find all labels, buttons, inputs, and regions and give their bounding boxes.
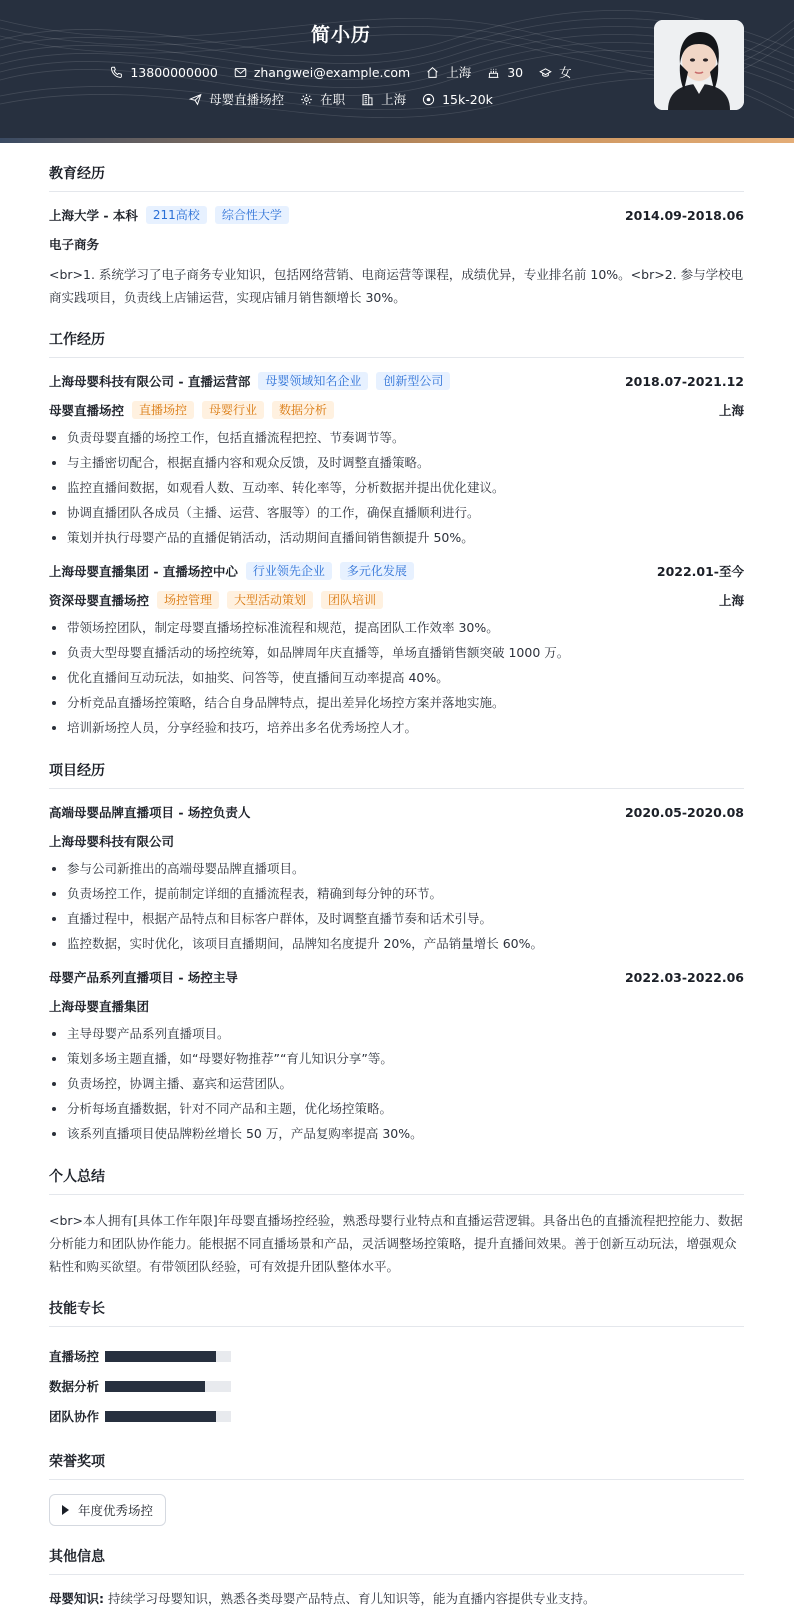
section-title-project: 项目经历 [49, 760, 744, 789]
list-item: • 优化直播间互动玩法，如抽奖、问答等，使直播间互动率提高 40%。 [67, 665, 744, 690]
list-item: • 策划多场主题直播，如“母婴好物推荐”“育儿知识分享”等。 [67, 1046, 744, 1071]
gender-text: 女 [559, 65, 572, 80]
list-item: • 监控数据，实时优化，该项目直播期间，品牌知名度提升 20%，产品销量增长 60%。 [67, 931, 744, 956]
section-title-awards: 荣誉奖项 [49, 1451, 744, 1480]
skill-item [49, 1371, 397, 1401]
list-item: • 分析每场直播数据，针对不同产品和主题，优化场控策略。 [67, 1096, 744, 1121]
list-item: • 负责母婴直播的场控工作，包括直播流程把控、节奏调节等。 [67, 425, 744, 450]
work-skill-tag: 数据分析 [272, 401, 334, 419]
skill-item [49, 1401, 397, 1431]
work-company-group [49, 372, 450, 390]
salary-icon [422, 93, 435, 106]
section-title-work: 工作经历 [49, 329, 744, 358]
work-entry [49, 372, 744, 550]
work-position-group [49, 591, 383, 609]
skill-bar [105, 1381, 231, 1392]
contact-email [234, 65, 410, 80]
caret-right-icon [62, 1505, 69, 1515]
work-company-group [49, 562, 414, 580]
mail-icon [234, 66, 247, 79]
award-item[interactable] [49, 1494, 166, 1526]
other-info-text: 持续学习母婴知识，熟悉各类母婴产品特点、育儿知识等，能为直播内容提供专业支持。 [107, 1591, 596, 1606]
work-header-row [49, 562, 744, 580]
skill-item [49, 1341, 397, 1371]
education-school-group [49, 206, 289, 224]
list-item: • 培训新场控人员，分享经验和技巧，培养出多名优秀场控人才。 [67, 715, 744, 740]
project-title: 高端母婴品牌直播项目 - 场控负责人 [49, 805, 251, 820]
home-icon [426, 66, 439, 79]
summary-text: <br>本人拥有[具体工作年限]年母婴直播场控经验，熟悉母婴行业特点和直播运营逻辑。具备出色的直播流程把控能力、数据分析能力和团队协作能力。能根据不同直播场景和产品，灵活调整场控策略，提升直播间效果。善于创新互动玩法，增强观众粘性和购买欲望。有带领团队经验，可有效提升团队整体水平。 [49, 1213, 743, 1274]
skill-name: 直播场控 [49, 1349, 100, 1364]
skill-bar-fill [105, 1351, 216, 1362]
work-company-tag: 多元化发展 [340, 562, 414, 580]
phone-icon [110, 66, 123, 79]
work-skill-tag: 团队培训 [321, 591, 383, 609]
section-title-other: 其他信息 [49, 1546, 744, 1575]
status-text: 在职 [320, 92, 346, 107]
project-date: 2022.03-2022.06 [624, 969, 744, 985]
contact-gender [539, 63, 572, 81]
project-bullets [49, 1021, 744, 1146]
education-major: 电子商务 [49, 237, 100, 252]
avatar-photo [654, 20, 744, 110]
work-position-row [49, 591, 744, 609]
job-position [189, 90, 284, 108]
work-company-tag: 创新型公司 [376, 372, 450, 390]
other-info [49, 1589, 744, 1607]
age-text: 30 [507, 64, 524, 80]
salary-text: 15k-20k [442, 91, 493, 107]
work-skill-tag: 直播场控 [132, 401, 194, 419]
list-item: • 协调直播团队各成员（主播、运营、客服等）的工作，确保直播顺利进行。 [67, 500, 744, 525]
work-skill-tag: 大型活动策划 [227, 591, 313, 609]
work-position: 资深母婴直播场控 [49, 593, 150, 608]
education-header-row [49, 206, 744, 224]
section-title-skills: 技能专长 [49, 1298, 744, 1327]
list-item: • 直播过程中，根据产品特点和目标客户群体，及时调整直播节奏和话术引导。 [67, 906, 744, 931]
contact-phone [110, 65, 217, 80]
work-date: 2022.01-至今 [656, 564, 744, 579]
project-header-row [49, 968, 744, 986]
city-text: 上海 [446, 65, 472, 80]
job-intent-row [0, 90, 682, 108]
project-title: 母婴产品系列直播项目 - 场控主导 [49, 970, 238, 985]
project-org: 上海母婴直播集团 [49, 999, 150, 1014]
work-company: 上海母婴直播集团 - 直播场控中心 [49, 564, 238, 579]
skills-grid [49, 1341, 744, 1431]
building-icon [361, 93, 374, 106]
project-org: 上海母婴科技有限公司 [49, 834, 175, 849]
work-bullets [49, 425, 744, 550]
list-item: • 与主播密切配合，根据直播内容和观众反馈，及时调整直播策略。 [67, 450, 744, 475]
work-location: 上海 [718, 403, 744, 418]
age-icon [487, 66, 500, 79]
work-company-tag: 行业领先企业 [246, 562, 332, 580]
resume-header [0, 0, 794, 143]
list-item: • 负责场控工作，提前制定详细的直播流程表，精确到每分钟的环节。 [67, 881, 744, 906]
avatar-portrait-icon [654, 20, 744, 110]
job-salary [422, 92, 493, 107]
list-item: • 监控直播间数据，如观看人数、互动率、转化率等，分析数据并提出优化建议。 [67, 475, 744, 500]
work-date: 2018.07-2021.12 [624, 373, 744, 389]
list-item: • 负责大型母婴直播活动的场控统筹，如品牌周年庆直播等，单场直播销售额突破 1000 万。 [67, 640, 744, 665]
skill-bar-fill [105, 1381, 205, 1392]
list-item: • 分析竞品直播场控策略，结合自身品牌特点，提出差异化场控方案并落地实施。 [67, 690, 744, 715]
position-text: 母婴直播场控 [209, 92, 285, 107]
project-bullets [49, 856, 744, 956]
header-accent-line [0, 138, 794, 143]
education-description: <br>1. 系统学习了电子商务专业知识，包括网络营销、电商运营等课程，成绩优异，专业排名前 10%。<br>2. 参与学校电商实践项目，负责线上店铺运营，实现店铺月销售额增长 30%。 [49, 267, 744, 305]
list-item: • 策划并执行母婴产品的直播促销活动，活动期间直播间销售额提升 50%。 [67, 525, 744, 550]
education-date: 2014.09-2018.06 [624, 207, 744, 223]
list-item: • 负责场控，协调主播、嘉宾和运营团队。 [67, 1071, 744, 1096]
project-entry [49, 803, 744, 956]
work-skill-tag: 母婴行业 [202, 401, 264, 419]
list-item: • 带领场控团队，制定母婴直播场控标准流程和规范，提高团队工作效率 30%。 [67, 615, 744, 640]
resume-body [0, 163, 794, 1607]
work-position-group [49, 401, 334, 419]
skill-bar-fill [105, 1411, 216, 1422]
send-icon [189, 93, 202, 106]
education-tag: 综合性大学 [215, 206, 289, 224]
work-entry [49, 562, 744, 740]
candidate-name: 简小历 [310, 24, 371, 46]
list-item: • 参与公司新推出的高端母婴品牌直播项目。 [67, 856, 744, 881]
education-school: 上海大学 - 本科 [49, 208, 138, 223]
job-status [300, 90, 345, 108]
work-company-tag: 母婴领域知名企业 [258, 372, 368, 390]
work-company: 上海母婴科技有限公司 - 直播运营部 [49, 374, 251, 389]
education-tag: 211高校 [146, 206, 207, 224]
award-label: 年度优秀场控 [78, 1503, 154, 1518]
gender-icon [539, 66, 552, 79]
skill-name: 团队协作 [49, 1409, 100, 1424]
contact-row [0, 63, 682, 81]
work-header-row [49, 372, 744, 390]
work-position-row [49, 401, 744, 419]
contact-city [426, 63, 471, 81]
list-item: • 主导母婴产品系列直播项目。 [67, 1021, 744, 1046]
section-title-education: 教育经历 [49, 163, 744, 192]
gear-icon [300, 93, 313, 106]
phone-text: 13800000000 [130, 64, 218, 80]
skill-bar [105, 1411, 231, 1422]
work-location: 上海 [718, 593, 744, 608]
education-entry [49, 206, 744, 309]
job-city-text: 上海 [381, 92, 407, 107]
project-date: 2020.05-2020.08 [624, 804, 744, 820]
project-header-row [49, 803, 744, 821]
work-skill-tag: 场控管理 [157, 591, 219, 609]
project-entry [49, 968, 744, 1146]
section-title-summary: 个人总结 [49, 1166, 744, 1195]
contact-age [487, 65, 523, 80]
email-text: zhangwei@example.com [253, 64, 411, 80]
list-item: • 该系列直播项目使品牌粉丝增长 50 万，产品复购率提高 30%。 [67, 1121, 744, 1146]
skill-bar [105, 1351, 231, 1362]
work-position: 母婴直播场控 [49, 403, 125, 418]
work-bullets [49, 615, 744, 740]
skill-name: 数据分析 [49, 1379, 100, 1394]
other-info-label: 母婴知识: [49, 1591, 104, 1606]
job-city [361, 90, 406, 108]
